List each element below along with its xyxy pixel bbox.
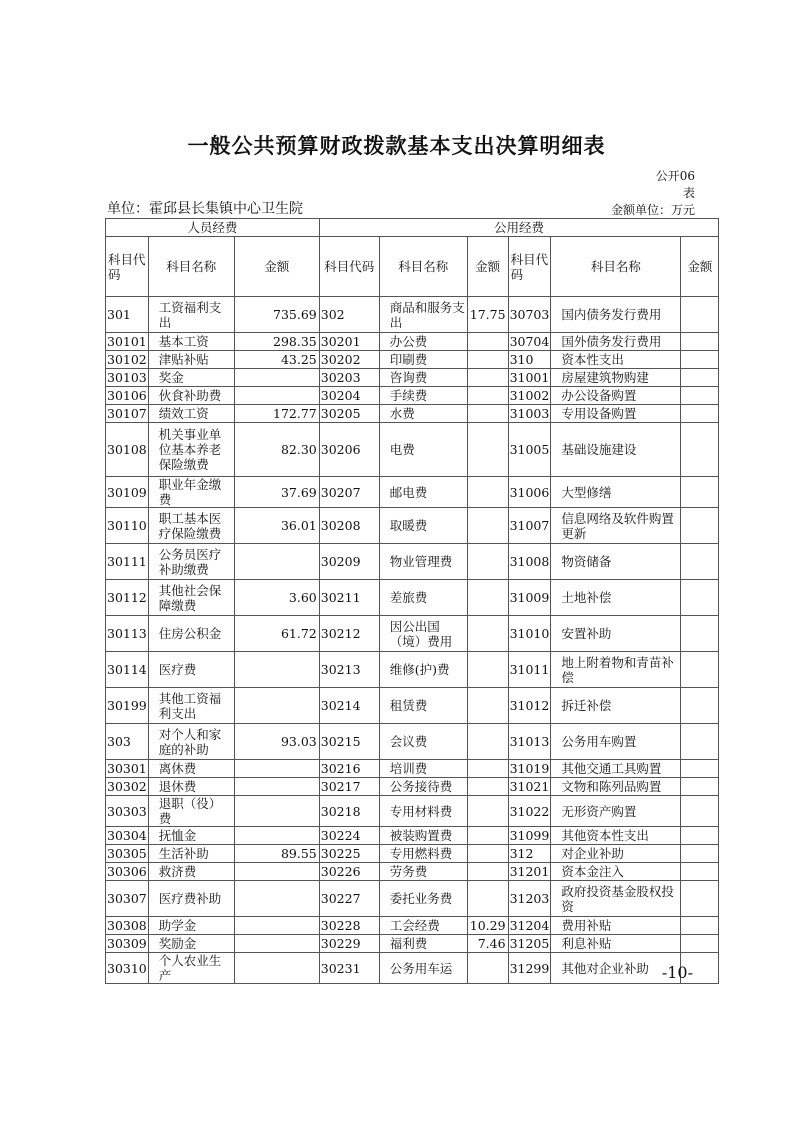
name-cell: 福利费 — [379, 935, 467, 953]
name-cell: 其他对企业补助 — [551, 953, 681, 984]
name-cell: 物资储备 — [551, 544, 681, 580]
code-cell: 30202 — [319, 351, 379, 369]
amount-cell — [467, 508, 508, 544]
name-cell: 公务用车运 — [379, 953, 467, 984]
amount-cell — [681, 297, 719, 333]
name-cell: 公务用车购置 — [551, 724, 681, 760]
code-cell: 30218 — [319, 796, 379, 827]
name-cell: 大型修缮 — [551, 477, 681, 508]
name-cell: 伙食补助费 — [148, 387, 234, 405]
name-cell: 物业管理费 — [379, 544, 467, 580]
amount-cell — [467, 423, 508, 477]
unit-label: 单位：霍邱县长集镇中心卫生院 — [107, 201, 303, 217]
code-cell: 30207 — [319, 477, 379, 508]
amount-cell: 93.03 — [234, 724, 319, 760]
amount-cell — [681, 688, 719, 724]
amount-cell — [467, 760, 508, 778]
code-cell: 31007 — [508, 508, 551, 544]
name-cell: 其他社会保障缴费 — [148, 580, 234, 616]
code-cell: 302 — [319, 297, 379, 333]
code-cell: 31003 — [509, 406, 550, 421]
amount-cell — [681, 333, 719, 351]
col-header-name: 科目名称 — [148, 237, 234, 297]
code-cell: 30212 — [319, 616, 379, 652]
code-cell: 31005 — [508, 423, 551, 477]
amount-cell — [681, 544, 719, 580]
amount-cell — [467, 881, 508, 917]
name-cell: 救济费 — [148, 863, 234, 881]
name-cell: 办公费 — [379, 333, 467, 351]
code-cell: 30307 — [106, 881, 149, 917]
amount-cell — [467, 333, 508, 351]
code-cell: 30205 — [319, 405, 379, 423]
expenditure-table — [105, 218, 719, 984]
name-cell: 资本金注入 — [551, 863, 681, 881]
amount-cell — [681, 405, 719, 423]
name-cell: 商品和服务支出 — [379, 297, 467, 333]
code-cell: 310 — [508, 351, 551, 369]
code-cell: 30229 — [319, 935, 379, 953]
table-row — [106, 796, 719, 827]
code-cell: 31099 — [509, 828, 550, 843]
code-cell: 30216 — [319, 760, 379, 778]
amount-cell: 298.35 — [234, 333, 319, 351]
name-cell: 文物和陈列品购置 — [551, 778, 681, 796]
amount-cell — [681, 935, 719, 953]
code-cell: 30110 — [106, 508, 149, 544]
page-title: 一般公共预算财政拨款基本支出决算明细表 — [187, 134, 606, 158]
name-cell: 退职（役）费 — [148, 796, 234, 827]
amount-cell — [681, 845, 719, 863]
col-header-amount: 金额 — [467, 237, 508, 297]
amount-cell — [681, 387, 719, 405]
amount-cell — [234, 778, 319, 796]
name-cell: 国内债务发行费用 — [551, 297, 681, 333]
code-cell: 31001 — [509, 370, 550, 385]
col-header-code: 科目代码 — [319, 237, 379, 297]
code-cell: 30228 — [319, 917, 379, 935]
name-cell: 取暖费 — [379, 508, 467, 544]
code-cell: 30111 — [106, 544, 149, 580]
amount-cell — [467, 387, 508, 405]
code-cell: 30224 — [319, 827, 379, 845]
code-cell: 30304 — [107, 828, 147, 843]
amount-cell: 61.72 — [234, 616, 319, 652]
name-cell: 水费 — [379, 405, 467, 423]
amount-cell: 3.60 — [234, 580, 319, 616]
code-cell: 30199 — [106, 688, 149, 724]
name-cell: 会议费 — [379, 724, 467, 760]
code-cell: 30305 — [107, 846, 147, 861]
name-cell: 抚恤金 — [148, 827, 234, 845]
amount-cell — [467, 477, 508, 508]
col-header-code: 科目代码 — [508, 237, 551, 297]
code-cell: 31006 — [508, 477, 551, 508]
amount-cell — [681, 616, 719, 652]
name-cell: 医疗费补助 — [148, 881, 234, 917]
amount-cell — [467, 827, 508, 845]
name-cell: 退休费 — [148, 778, 234, 796]
amount-cell — [467, 863, 508, 881]
amount-cell — [681, 508, 719, 544]
name-cell: 地上附着物和青苗补偿 — [551, 652, 681, 688]
amount-cell — [234, 917, 319, 935]
name-cell: 专用材料费 — [379, 796, 467, 827]
name-cell: 公务员医疗补助缴费 — [148, 544, 234, 580]
name-cell: 被装购置费 — [379, 827, 467, 845]
amount-cell — [681, 827, 719, 845]
amount-cell — [234, 796, 319, 827]
amount-cell: 10.29 — [467, 917, 508, 935]
name-cell: 绩效工资 — [148, 405, 234, 423]
amount-cell: 17.75 — [467, 297, 508, 333]
table-row — [106, 544, 719, 580]
name-cell: 因公出国（境）费用 — [379, 616, 467, 652]
code-cell: 30303 — [106, 796, 149, 827]
name-cell: 电费 — [379, 423, 467, 477]
group-header-personnel: 人员经费 — [106, 219, 320, 237]
code-cell: 30231 — [319, 953, 379, 984]
amount-cell — [467, 405, 508, 423]
amount-cell: 36.01 — [234, 508, 319, 544]
code-cell: 30211 — [319, 580, 379, 616]
amount-cell — [234, 544, 319, 580]
table-row — [106, 297, 719, 333]
table-row — [106, 881, 719, 917]
col-header-name: 科目名称 — [551, 237, 681, 297]
amount-cell: 43.25 — [234, 351, 319, 369]
name-cell: 奖金 — [148, 369, 234, 387]
name-cell: 印刷费 — [379, 351, 467, 369]
table-row — [106, 477, 719, 508]
amount-cell: 37.69 — [234, 477, 319, 508]
code-cell: 30213 — [319, 652, 379, 688]
code-cell: 31012 — [508, 688, 551, 724]
amount-cell — [234, 881, 319, 917]
code-cell: 30226 — [319, 863, 379, 881]
amount-cell — [681, 881, 719, 917]
table-row — [106, 351, 719, 369]
form-number: 公开06表 — [655, 169, 695, 200]
name-cell: 生活补助 — [148, 845, 234, 863]
amount-cell — [467, 652, 508, 688]
name-cell: 维修(护)费 — [379, 652, 467, 688]
table-row — [106, 423, 719, 477]
code-cell: 312 — [508, 845, 551, 863]
code-cell: 30103 — [107, 370, 147, 385]
table-row — [106, 863, 719, 881]
name-cell: 手续费 — [379, 387, 467, 405]
name-cell: 工会经费 — [379, 917, 467, 935]
amount-cell — [681, 423, 719, 477]
name-cell: 职业年金缴费 — [148, 477, 234, 508]
table-row — [106, 508, 719, 544]
code-cell: 31021 — [509, 779, 550, 794]
name-cell: 办公设备购置 — [551, 387, 681, 405]
amount-cell — [467, 796, 508, 827]
name-cell: 安置补助 — [551, 616, 681, 652]
name-cell: 其他交通工具购置 — [551, 760, 681, 778]
name-cell: 房屋建筑物购建 — [551, 369, 681, 387]
code-cell: 30301 — [107, 761, 147, 776]
code-cell: 31010 — [508, 616, 551, 652]
amount-cell — [467, 845, 508, 863]
name-cell: 机关事业单位基本养老保险缴费 — [148, 423, 234, 477]
group-header-public: 公用经费 — [319, 219, 719, 237]
amount-cell: 89.55 — [234, 845, 319, 863]
name-cell: 资本性支出 — [551, 351, 681, 369]
name-cell: 其他工资福利支出 — [148, 688, 234, 724]
name-cell: 个人农业生产 — [148, 953, 234, 984]
name-cell: 培训费 — [379, 760, 467, 778]
amount-cell — [467, 369, 508, 387]
amount-cell — [681, 917, 719, 935]
code-cell: 30310 — [106, 953, 149, 984]
name-cell: 基本工资 — [148, 333, 234, 351]
name-cell: 对企业补助 — [551, 845, 681, 863]
amount-cell: 7.46 — [467, 935, 508, 953]
amount-cell — [681, 796, 719, 827]
amount-cell — [234, 935, 319, 953]
amount-cell — [681, 580, 719, 616]
amount-cell — [467, 688, 508, 724]
table-row — [106, 778, 719, 796]
name-cell: 津贴补贴 — [148, 351, 234, 369]
code-cell: 31205 — [509, 936, 550, 951]
table-row — [106, 724, 719, 760]
amount-cell — [234, 827, 319, 845]
code-cell: 30114 — [106, 652, 149, 688]
amount-cell — [681, 863, 719, 881]
amount-cell — [234, 387, 319, 405]
name-cell: 邮电费 — [379, 477, 467, 508]
name-cell: 政府投资基金股权投资 — [551, 881, 681, 917]
name-cell: 基础设施建设 — [551, 423, 681, 477]
table-row — [106, 616, 719, 652]
amount-cell — [467, 580, 508, 616]
name-cell: 专用燃料费 — [379, 845, 467, 863]
page-number: -10- — [661, 963, 693, 982]
code-cell: 30206 — [319, 423, 379, 477]
name-cell: 离休费 — [148, 760, 234, 778]
table-row — [106, 827, 719, 845]
table-row — [106, 333, 719, 351]
amount-cell — [234, 369, 319, 387]
amount-cell: 735.69 — [234, 297, 319, 333]
table-row — [106, 387, 719, 405]
name-cell: 无形资产购置 — [551, 796, 681, 827]
table-row — [106, 405, 719, 423]
code-cell: 30217 — [319, 778, 379, 796]
table-row — [106, 652, 719, 688]
name-cell: 住房公积金 — [148, 616, 234, 652]
table-row — [106, 935, 719, 953]
name-cell: 公务接待费 — [379, 778, 467, 796]
code-cell: 30108 — [106, 423, 149, 477]
name-cell: 医疗费 — [148, 652, 234, 688]
code-cell: 30107 — [107, 406, 147, 421]
table-row — [106, 917, 719, 935]
name-cell: 拆迁补偿 — [551, 688, 681, 724]
code-cell: 30201 — [319, 333, 379, 351]
code-cell: 31002 — [509, 388, 550, 403]
code-cell: 31203 — [508, 881, 551, 917]
code-cell: 30208 — [319, 508, 379, 544]
code-cell: 303 — [106, 724, 149, 760]
amount-cell — [467, 351, 508, 369]
table-row — [106, 688, 719, 724]
code-cell: 30209 — [319, 544, 379, 580]
table-row — [106, 845, 719, 863]
code-cell: 31204 — [509, 918, 550, 933]
code-cell: 30204 — [319, 387, 379, 405]
name-cell: 劳务费 — [379, 863, 467, 881]
name-cell: 专用设备购置 — [551, 405, 681, 423]
amount-cell — [234, 652, 319, 688]
code-cell: 30225 — [319, 845, 379, 863]
amount-cell — [234, 863, 319, 881]
code-cell: 30227 — [319, 881, 379, 917]
code-cell: 31299 — [508, 953, 551, 984]
amount-cell — [681, 724, 719, 760]
code-cell: 30109 — [106, 477, 149, 508]
amount-cell — [681, 477, 719, 508]
code-cell: 31019 — [509, 761, 550, 776]
code-cell: 31011 — [508, 652, 551, 688]
amount-cell — [681, 778, 719, 796]
name-cell: 国外债务发行费用 — [551, 333, 681, 351]
code-cell: 31008 — [508, 544, 551, 580]
amount-cell — [467, 544, 508, 580]
col-header-amount: 金额 — [681, 237, 719, 297]
amount-cell — [467, 616, 508, 652]
name-cell: 委托业务费 — [379, 881, 467, 917]
amount-cell — [234, 760, 319, 778]
amount-cell: 82.30 — [234, 423, 319, 477]
code-cell: 30112 — [106, 580, 149, 616]
name-cell: 咨询费 — [379, 369, 467, 387]
code-cell: 30704 — [509, 334, 550, 349]
code-cell: 30308 — [107, 918, 147, 933]
table-row — [106, 369, 719, 387]
amount-cell — [467, 724, 508, 760]
name-cell: 利息补贴 — [551, 935, 681, 953]
name-cell: 费用补贴 — [551, 917, 681, 935]
name-cell: 工资福利支出 — [148, 297, 234, 333]
table-row — [106, 953, 719, 984]
name-cell: 助学金 — [148, 917, 234, 935]
amount-cell — [234, 953, 319, 984]
amount-unit-label: 金额单位：万元 — [610, 203, 695, 217]
name-cell: 奖励金 — [148, 935, 234, 953]
code-cell: 30203 — [319, 369, 379, 387]
name-cell: 土地补偿 — [551, 580, 681, 616]
amount-cell: 172.77 — [234, 405, 319, 423]
amount-cell — [467, 953, 508, 984]
name-cell: 职工基本医疗保险缴费 — [148, 508, 234, 544]
amount-cell — [681, 760, 719, 778]
code-cell: 31009 — [508, 580, 551, 616]
code-cell: 301 — [106, 297, 149, 333]
code-cell: 30309 — [107, 936, 147, 951]
code-cell: 30102 — [107, 352, 147, 367]
amount-cell — [681, 369, 719, 387]
code-cell: 30106 — [107, 388, 147, 403]
code-cell: 30302 — [107, 779, 147, 794]
name-cell: 对个人和家庭的补助 — [148, 724, 234, 760]
name-cell: 信息网络及软件购置更新 — [551, 508, 681, 544]
code-cell: 30101 — [107, 334, 147, 349]
code-cell: 31013 — [508, 724, 551, 760]
amount-cell — [681, 652, 719, 688]
col-header-code: 科目代码 — [106, 237, 149, 297]
name-cell: 租赁费 — [379, 688, 467, 724]
amount-cell — [467, 778, 508, 796]
col-header-amount: 金额 — [234, 237, 319, 297]
code-cell: 30214 — [319, 688, 379, 724]
amount-cell — [234, 688, 319, 724]
table-row — [106, 760, 719, 778]
code-cell: 31201 — [509, 864, 550, 879]
name-cell: 差旅费 — [379, 580, 467, 616]
col-header-name: 科目名称 — [379, 237, 467, 297]
code-cell: 30113 — [106, 616, 149, 652]
code-cell: 31022 — [508, 796, 551, 827]
code-cell: 30703 — [508, 297, 551, 333]
table-row — [106, 580, 719, 616]
name-cell: 其他资本性支出 — [551, 827, 681, 845]
amount-cell — [681, 351, 719, 369]
code-cell: 30215 — [319, 724, 379, 760]
code-cell: 30306 — [107, 864, 147, 879]
